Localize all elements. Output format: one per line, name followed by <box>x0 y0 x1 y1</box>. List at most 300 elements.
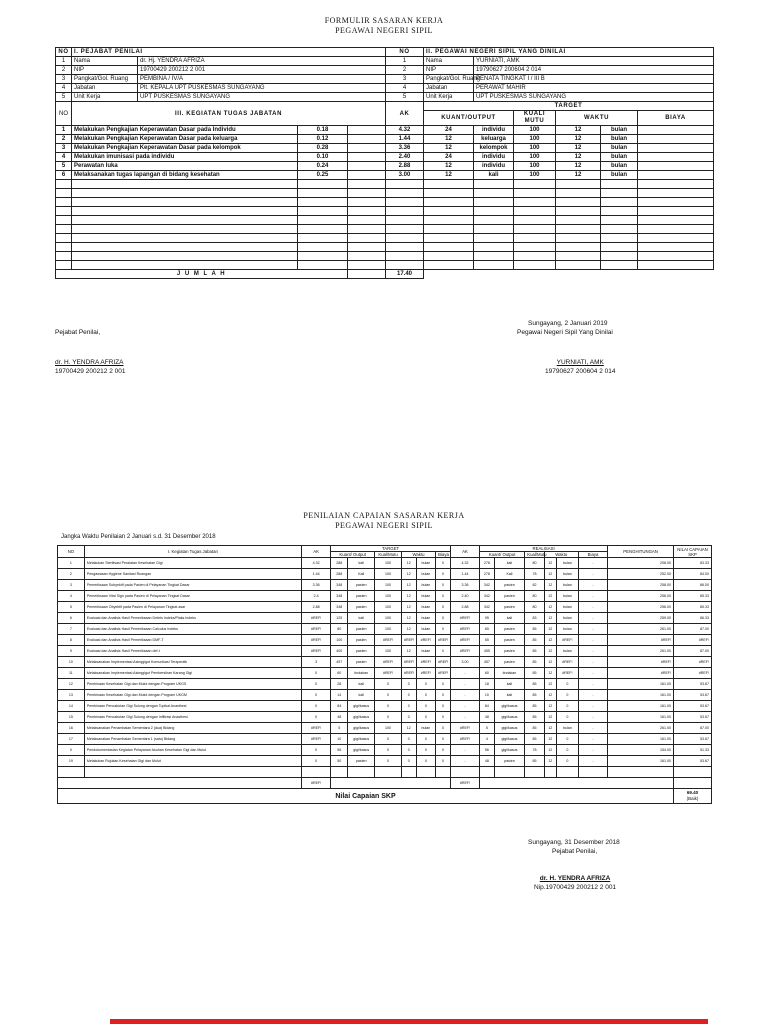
eval-target-time: 12 <box>401 723 416 734</box>
eval-ak: #REF! <box>301 646 330 657</box>
appraiser-role: Pejabat Penilai, <box>55 329 101 336</box>
eval-target-unit: pasien <box>348 580 375 591</box>
eval-real-qty: 60 <box>480 668 495 679</box>
eval-no: 19 <box>58 756 85 767</box>
eval-target-qty: 288 <box>331 569 348 580</box>
eval-target-quality: 100 <box>375 558 402 569</box>
task-no: 6 <box>56 171 72 180</box>
empty-cell <box>424 234 474 243</box>
appraisee-name: YURNIATI, AMK <box>556 359 604 366</box>
empty-cell <box>298 207 348 216</box>
eval-real-time: 12 <box>544 558 556 569</box>
eval-no: 4 <box>58 591 85 602</box>
eval-title-line-1: PENILAIAN CAPAIAN SASARAN KERJA <box>303 511 465 520</box>
empty-cell <box>514 207 556 216</box>
eval-task-header: I. Kegiatan Tugas Jabatan <box>84 546 301 558</box>
eval-row <box>58 602 712 613</box>
eval-real-time: 12 <box>544 690 556 701</box>
task-cost <box>638 162 714 171</box>
eval-real-time-unit: 0 <box>556 690 578 701</box>
task-time-unit: bulan <box>601 135 638 144</box>
eval-real-qty: 95 <box>480 613 495 624</box>
eval-target-qty: 84 <box>331 701 348 712</box>
eval-real-time-unit: #REF! <box>556 635 578 646</box>
eval-target-time: 0 <box>401 756 416 767</box>
empty-cell <box>514 216 556 225</box>
empty-cell <box>638 234 714 243</box>
empty-cell <box>450 767 479 778</box>
eval-target-qty: 348 <box>331 580 348 591</box>
task-cost <box>638 135 714 144</box>
empty-cell <box>474 198 514 207</box>
eval-real-qty: 4 <box>480 734 495 745</box>
eval-target-time: 0 <box>401 734 416 745</box>
empty-cell <box>544 767 556 778</box>
eval-row <box>58 591 712 602</box>
identity-row <box>56 75 714 84</box>
eval-score-row <box>58 789 712 804</box>
task-quality: 100 <box>514 126 556 135</box>
eval-real-time-unit: bulan <box>556 723 578 734</box>
eval-score: 53.67 <box>674 679 712 690</box>
target-form-table <box>55 47 714 279</box>
eval-real-ak: 2.40 <box>450 591 479 602</box>
eval-target-qty: 348 <box>331 602 348 613</box>
eval-ak: 2.88 <box>301 602 330 613</box>
identity-no-2: 2 <box>386 66 424 75</box>
eval-ak: 0 <box>301 745 330 756</box>
eval-target-time: 12 <box>401 569 416 580</box>
eval-target-qty: 457 <box>331 657 348 668</box>
empty-cell <box>424 216 474 225</box>
task-row <box>56 180 714 189</box>
empty-cell <box>638 216 714 225</box>
eval-real-unit: tindakan <box>494 668 524 679</box>
eval-real-qty: 56 <box>480 745 495 756</box>
task-time: 12 <box>556 162 601 171</box>
empty-cell <box>638 180 714 189</box>
eval-target-quality: 0 <box>375 701 402 712</box>
eval-real-unit: pasien <box>494 580 524 591</box>
eval-realisasi-header: REALISASI <box>480 546 608 552</box>
eval-real-quality: 85 <box>525 712 545 723</box>
eval-real-unit: kali <box>494 679 524 690</box>
empty-cell <box>298 243 348 252</box>
eval-target-qty: 10 <box>331 734 348 745</box>
eval-calculation: 261.00 <box>608 624 674 635</box>
empty-no <box>56 225 72 234</box>
eval-target-time: 0 <box>401 679 416 690</box>
task-row <box>56 171 714 180</box>
eval-real-time: 12 <box>544 668 556 679</box>
eval-score: #REF! <box>674 657 712 668</box>
eval-real-ak: - <box>450 668 479 679</box>
eval-ak-header: AK <box>301 546 330 558</box>
eval-calculation: 161.00 <box>608 690 674 701</box>
empty-cell <box>348 207 386 216</box>
task-time-unit: bulan <box>601 153 638 162</box>
empty-cell <box>386 216 424 225</box>
task-time-unit: bulan <box>601 126 638 135</box>
identity-label-2: Pangkat/Gol. Ruang <box>424 75 474 84</box>
eval-real-time: 12 <box>544 701 556 712</box>
empty-cell <box>298 198 348 207</box>
eval-target-quality: #REF! <box>375 668 402 679</box>
eval-ak: 0 <box>301 712 330 723</box>
eval-no: 5 <box>58 602 85 613</box>
cost-header: BIAYA <box>638 111 714 126</box>
eval-score: 85.33 <box>674 591 712 602</box>
eval-period: Jangka Waktu Penilaian 2 Januari s.d. 31 Desember 2018 <box>61 534 216 540</box>
empty-cell <box>386 234 424 243</box>
task-cost <box>638 144 714 153</box>
eval-score: 87.00 <box>674 646 712 657</box>
eval-score: 84.00 <box>674 569 712 580</box>
eval-real-quality: 78 <box>525 745 545 756</box>
eval-title <box>0 511 768 531</box>
empty-cell <box>348 252 386 261</box>
eval-real-time-unit: 0 <box>556 701 578 712</box>
eval-target-time-unit: #REF! <box>416 635 436 646</box>
empty-cell <box>514 243 556 252</box>
empty-no <box>56 189 72 198</box>
eval-target-unit: pasien <box>348 646 375 657</box>
task-description: Melakukan Pengkajian Keperawatan Dasar pada kelompok <box>72 144 298 153</box>
identity-no-2: 3 <box>386 75 424 84</box>
eval-target-time-unit: bulan <box>416 646 436 657</box>
eval-target-unit: gigi/kasus <box>348 712 375 723</box>
eval-target-cost: 0 <box>436 580 451 591</box>
eval-real-ak: #REF! <box>450 613 479 624</box>
eval-no: 7 <box>58 624 85 635</box>
task-quantity: 12 <box>424 171 474 180</box>
eval-real-ak: #REF! <box>450 734 479 745</box>
eval-no: 10 <box>58 657 85 668</box>
identity-row <box>56 84 714 93</box>
eval-target-unit: pasien <box>348 602 375 613</box>
identity-label: Nama <box>72 57 138 66</box>
task-quantity: 24 <box>424 126 474 135</box>
eval-calculation: 161.00 <box>608 734 674 745</box>
task-description: Melakukan imunisasi pada individu <box>72 153 298 162</box>
eval-target-time-unit: #REF! <box>416 668 436 679</box>
empty-task <box>72 234 298 243</box>
eval-target-quality: 100 <box>375 602 402 613</box>
eval-score: 53.67 <box>674 701 712 712</box>
empty-cell <box>401 767 416 778</box>
eval-empty-row <box>58 767 712 778</box>
eval-score-value: 69.40 <box>686 790 699 795</box>
task-no: 4 <box>56 153 72 162</box>
task-row <box>56 216 714 225</box>
eval-task: Evaluasi dan Analisis Hasil Pemeriksaan Debris Indeks/Plaks Indeks <box>84 613 301 624</box>
eval-t-quality: Kual/Mutu <box>375 552 402 558</box>
eval-real-ak: - <box>450 756 479 767</box>
eval-ak: 0 <box>301 701 330 712</box>
empty-cell <box>556 180 601 189</box>
eval-ak: 1.44 <box>301 569 330 580</box>
eval-ak: 3 <box>301 657 330 668</box>
empty-cell <box>601 189 638 198</box>
eval-real-cost: - <box>578 580 607 591</box>
task-ak-unit: 0.25 <box>298 171 348 180</box>
eval-score: 87.00 <box>674 723 712 734</box>
eval-no: 12 <box>58 679 85 690</box>
eval-target-unit: Kali <box>348 569 375 580</box>
eval-real-ak: - <box>450 712 479 723</box>
empty-no <box>56 252 72 261</box>
eval-target-time-unit: bulan <box>416 580 436 591</box>
eval-row <box>58 723 712 734</box>
eval-real-time: 12 <box>544 745 556 756</box>
footer-red-bar <box>110 1019 708 1024</box>
eval-target-qty: 125 <box>331 613 348 624</box>
sign-date-1: Sungayang, 2 Januari 2019 <box>528 320 608 327</box>
eval-target-unit: tindakan <box>348 668 375 679</box>
eval-target-cost: 0 <box>436 624 451 635</box>
task-no: 5 <box>56 162 72 171</box>
empty-cell <box>386 207 424 216</box>
eval-target-quality: 0 <box>375 745 402 756</box>
appraiser-role-2: Pejabat Penilai, <box>552 848 598 855</box>
eval-target-quality: 100 <box>375 646 402 657</box>
appraisee-value: 19790627 200604 2 014 <box>474 66 714 75</box>
empty-cell <box>494 767 524 778</box>
eval-real-time-unit: bulan <box>556 613 578 624</box>
empty-cell <box>638 261 714 270</box>
empty-cell <box>348 243 386 252</box>
appraisee-value: PERAWAT MAHIR <box>474 84 714 93</box>
eval-calculation: 258.00 <box>608 580 674 591</box>
empty-task <box>72 180 298 189</box>
eval-real-unit: pasien <box>494 591 524 602</box>
eval-ak: #REF! <box>301 723 330 734</box>
task-row <box>56 153 714 162</box>
task-ak-total: 2.88 <box>386 162 424 171</box>
eval-target-quality: 100 <box>375 591 402 602</box>
empty-no <box>56 234 72 243</box>
eval-real-qty: 455 <box>480 646 495 657</box>
empty-cell <box>386 252 424 261</box>
task-time: 12 <box>556 171 601 180</box>
empty-cell <box>474 225 514 234</box>
empty-cell <box>638 243 714 252</box>
empty-cell <box>298 189 348 198</box>
eval-task: Pemeriksaan Vital Sign pada Pasien di Pelayanan Tingkat Dasar <box>84 591 301 602</box>
task-unit: individu <box>474 162 514 171</box>
eval-real-time-unit: 0 <box>556 756 578 767</box>
identity-label-2: Nama <box>424 57 474 66</box>
empty-cell <box>556 225 601 234</box>
task-spacer <box>348 144 386 153</box>
task-row <box>56 162 714 171</box>
eval-calculation: 161.00 <box>608 679 674 690</box>
eval-target-unit: gigi/kasus <box>348 723 375 734</box>
task-no: 2 <box>56 135 72 144</box>
task-quantity: 12 <box>424 135 474 144</box>
eval-real-cost: - <box>578 569 607 580</box>
eval-real-cost: - <box>578 734 607 745</box>
empty-no <box>56 216 72 225</box>
empty-cell <box>601 252 638 261</box>
task-row <box>56 126 714 135</box>
eval-task: Melaksanakan Penambalan Sementara 2 (dua) Bidang <box>84 723 301 734</box>
eval-row <box>58 668 712 679</box>
eval-real-cost: - <box>578 679 607 690</box>
empty-cell <box>578 767 607 778</box>
eval-calculation: 259.00 <box>608 613 674 624</box>
total-empty <box>348 270 386 279</box>
eval-target-time-unit: 0 <box>416 679 436 690</box>
total-value: 17.40 <box>386 270 424 279</box>
eval-real-qty: 84 <box>480 701 495 712</box>
empty-cell <box>348 180 386 189</box>
eval-ak: 0 <box>301 756 330 767</box>
eval-score: 83.33 <box>674 558 712 569</box>
empty-cell <box>298 234 348 243</box>
eval-target-unit: pasien <box>348 624 375 635</box>
eval-real-unit: kali <box>494 690 524 701</box>
eval-target-time-unit: bulan <box>416 624 436 635</box>
eval-ak: #REF! <box>301 734 330 745</box>
eval-total-row <box>58 778 712 789</box>
eval-real-quality: 78 <box>525 569 545 580</box>
eval-no: 2 <box>58 569 85 580</box>
eval-real-unit: pasien <box>494 624 524 635</box>
task-ak-unit: 0.18 <box>298 126 348 135</box>
identity-label-2: NIP <box>424 66 474 75</box>
eval-calculation: #REF! <box>608 657 674 668</box>
eval-task: Pembinaan Pencabutan Gigi Sulung dengan Infiltrasi Anasthesi <box>84 712 301 723</box>
eval-real-cost: - <box>578 646 607 657</box>
output-header: KUANT/OUTPUT <box>424 111 514 126</box>
eval-row <box>58 690 712 701</box>
eval-real-ak: 1.44 <box>450 569 479 580</box>
eval-real-qty: 65 <box>480 635 495 646</box>
eval-target-qty: 288 <box>331 558 348 569</box>
empty-cell <box>556 261 601 270</box>
eval-target-quality: 100 <box>375 624 402 635</box>
eval-real-cost: - <box>578 624 607 635</box>
task-time-unit: bulan <box>601 171 638 180</box>
eval-no: 9 <box>58 646 85 657</box>
eval-target-quality: 100 <box>375 580 402 591</box>
empty-cell <box>638 189 714 198</box>
eval-real-time: 12 <box>544 569 556 580</box>
eval-target-time-unit: 0 <box>416 712 436 723</box>
appraiser-value: Plt. KEPALA UPT PUSKESMAS SUNGAYANG <box>138 84 386 93</box>
empty-cell <box>474 252 514 261</box>
task-no-header: NO <box>56 102 72 126</box>
eval-target-cost: 0 <box>436 646 451 657</box>
eval-real-cost: - <box>578 756 607 767</box>
eval-row <box>58 569 712 580</box>
eval-target-time: 12 <box>401 624 416 635</box>
empty-cell <box>436 767 451 778</box>
empty-cell <box>556 243 601 252</box>
eval-real-ak: 2.88 <box>450 602 479 613</box>
eval-row <box>58 679 712 690</box>
eval-no: 13 <box>58 690 85 701</box>
eval-row <box>58 734 712 745</box>
task-time: 12 <box>556 144 601 153</box>
eval-target-unit: kali <box>348 613 375 624</box>
empty-no <box>56 180 72 189</box>
task-ak-total: 3.36 <box>386 144 424 153</box>
eval-no: 16 <box>58 723 85 734</box>
eval-real-qty: 10 <box>480 690 495 701</box>
empty-task <box>72 261 298 270</box>
empty-cell <box>298 180 348 189</box>
eval-real-qty: 342 <box>480 602 495 613</box>
empty-cell <box>514 252 556 261</box>
eval-real-unit: gigi/kasus <box>494 712 524 723</box>
empty-cell <box>514 225 556 234</box>
eval-real-ak: 4.32 <box>450 558 479 569</box>
eval-total-ak: #REF! <box>301 778 330 789</box>
eval-no: 15 <box>58 712 85 723</box>
empty-cell <box>474 261 514 270</box>
eval-real-time: 12 <box>544 646 556 657</box>
eval-real-ak: 3.00 <box>450 657 479 668</box>
eval-no: 17 <box>58 734 85 745</box>
task-unit: individu <box>474 126 514 135</box>
eval-score: 51.33 <box>674 745 712 756</box>
form-title-line-1: FORMULIR SASARAN KERJA <box>324 16 444 25</box>
identity-no: 1 <box>56 57 72 66</box>
total-label: J U M L A H <box>56 270 348 279</box>
task-time: 12 <box>556 126 601 135</box>
eval-target-quality: 0 <box>375 679 402 690</box>
task-cost <box>638 153 714 162</box>
empty-cell <box>601 261 638 270</box>
form-title-line-2: PEGAWAI NEGERI SIPIL <box>335 26 433 35</box>
eval-target-qty: 5 <box>331 723 348 734</box>
eval-task: Pembinaan Kesehatan Gigi dan Mulut dengan Program UKGM <box>84 690 301 701</box>
empty-no <box>56 198 72 207</box>
eval-ak: 4.32 <box>301 558 330 569</box>
empty-cell <box>386 225 424 234</box>
appraiser-value: UPT PUSKESMAS SUNGAYANG <box>138 93 386 102</box>
eval-task: Melaksanakan Implementasi Asleqgigut Komunikasi Terapeutik <box>84 657 301 668</box>
empty-cell <box>601 198 638 207</box>
eval-real-cost: - <box>578 668 607 679</box>
eval-real-time-unit: bulan <box>556 646 578 657</box>
identity-row <box>56 93 714 102</box>
eval-real-time-unit: #REF! <box>556 668 578 679</box>
eval-target-cost: 0 <box>436 745 451 756</box>
eval-r-time: Waktu <box>544 552 578 558</box>
eval-target-cost: 0 <box>436 558 451 569</box>
eval-target-time: 0 <box>401 712 416 723</box>
eval-task: Melakukan Sterilisasi Peralatan Kesehatan Gigi <box>84 558 301 569</box>
eval-target-header: TARGET <box>331 546 451 552</box>
eval-real-quality: 85 <box>525 635 545 646</box>
eval-row <box>58 635 712 646</box>
empty-cell <box>514 180 556 189</box>
appraiser-name-2: dr. H. YENDRA AFRIZA <box>539 875 611 882</box>
empty-task <box>72 252 298 261</box>
eval-target-time: 12 <box>401 558 416 569</box>
identity-no-2: 1 <box>386 57 424 66</box>
eval-task: Pemeriksaan Subyektif pada Pasien di Pelayanan Tingkat Dasar <box>84 580 301 591</box>
eval-count-header: PENGHITUNGAN <box>608 546 674 558</box>
sign-date-2: Sungayang, 31 Desember 2018 <box>528 839 620 846</box>
eval-real-cost: - <box>578 701 607 712</box>
eval-target-cost: #REF! <box>436 635 451 646</box>
task-row <box>56 144 714 153</box>
eval-real-cost: - <box>578 613 607 624</box>
